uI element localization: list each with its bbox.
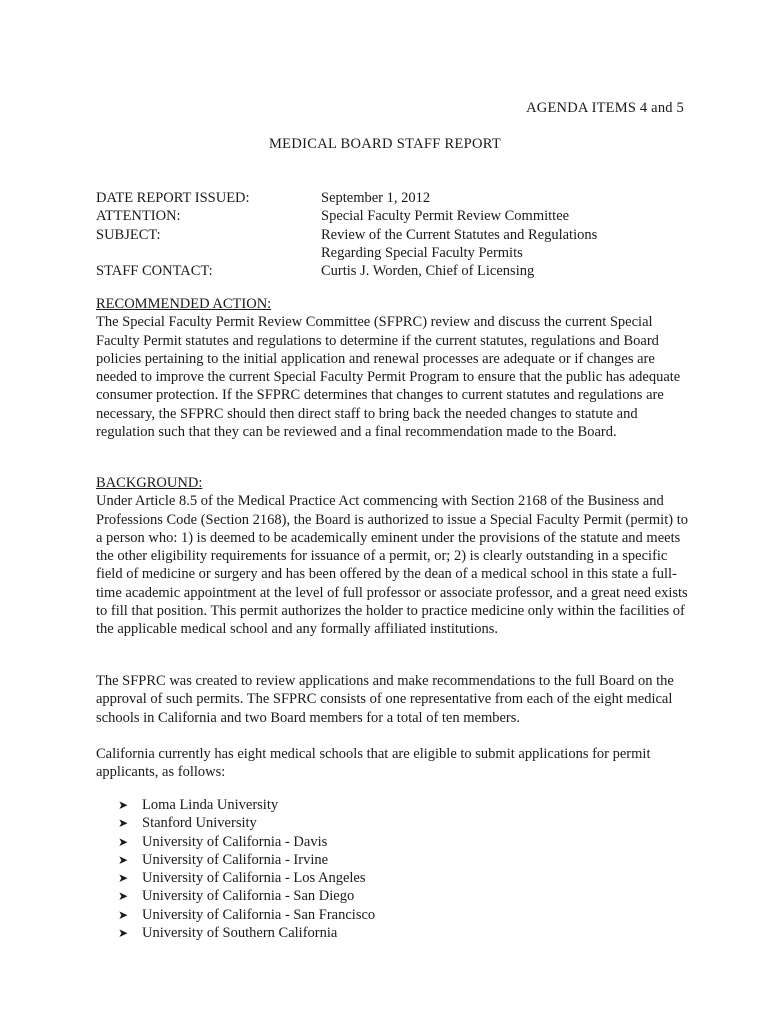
report-meta: [96, 189, 696, 280]
meta-row-contact: [96, 262, 696, 280]
meta-row-attention: [96, 207, 696, 225]
subject-value-line-1: Review of the Current Statutes and Regulations: [321, 226, 598, 243]
meta-row-date: [96, 189, 696, 207]
attention-label: ATTENTION:: [96, 208, 181, 225]
arrow-bullet-icon: ➤: [118, 816, 129, 831]
medical-schools-list: [118, 796, 375, 942]
list-item: ➤ University of California - San Diego: [118, 888, 355, 905]
background-paragraph-2: The SFPRC was created to review applications and make recommendations to the full Board on the approval of such permits. The SFPRC consists of one representative from each of the eight medical schools in California and two Board members for a total of ten members.: [96, 673, 674, 726]
date-value: September 1, 2012: [321, 190, 431, 206]
contact-label: STAFF CONTACT:: [96, 263, 213, 280]
background-section: [96, 474, 692, 639]
subject-label: SUBJECT:: [96, 226, 161, 243]
list-item: ➤ Loma Linda University: [118, 797, 279, 813]
recommended-action-section: [96, 295, 692, 441]
contact-value: Curtis J. Worden, Chief of Licensing: [321, 263, 535, 280]
arrow-bullet-icon: ➤: [118, 889, 129, 904]
date-label: DATE REPORT ISSUED:: [96, 190, 250, 206]
meta-row-subject-cont: [96, 244, 696, 262]
arrow-bullet-icon: ➤: [118, 926, 129, 941]
meta-row-subject: [96, 226, 696, 244]
report-title: MEDICAL BOARD STAFF REPORT: [268, 136, 502, 152]
background-paragraph-1: Under Article 8.5 of the Medical Practice Act commencing with Section 2168 of the Business and Professions Code (Section 2168), the Board is authorized to issue a Special Faculty Permit (permit) to a person who: 1) is deemed to be academically eminent under the provisions of the statute and meets the other eligibility requirements for issuance of a permit, or; 2) is clearly outstanding in a specific field of medicine or surgery and has been offered by the dean of a medical school in this state a full-time academic appointment at the level of full professor or associate professor, and a great need exists to fill that position. This permit authorizes the holder to practice medicine only within the facilities of the applicable medical school and any formally affiliated institutions.: [96, 493, 688, 638]
arrow-bullet-icon: ➤: [118, 871, 129, 886]
background-heading: BACKGROUND:: [96, 475, 203, 491]
background-paragraph-3-block: [96, 745, 692, 782]
list-item: ➤ University of California - San Francisco: [118, 906, 376, 923]
arrow-bullet-icon: ➤: [118, 852, 129, 867]
list-item: ➤ Stanford University: [118, 815, 257, 832]
background-paragraph-3: California currently has eight medical schools that are eligible to submit applications for permit applicants, as follows:: [96, 746, 651, 781]
list-item: ➤ University of California - Irvine: [118, 851, 329, 868]
list-item: ➤ University of California - Davis: [118, 833, 328, 850]
arrow-bullet-icon: ➤: [118, 834, 129, 849]
agenda-items-label: AGENDA ITEMS 4 and 5: [526, 100, 684, 116]
subject-value-line-2: Regarding Special Faculty Permits: [321, 244, 523, 261]
arrow-bullet-icon: ➤: [118, 907, 129, 922]
recommended-action-body: The Special Faculty Permit Review Committee (SFPRC) review and discuss the current Special Faculty Permit statutes and regulations to determine if the current statutes, regulations and Board policies pertaining to the initial application and renewal processes are adequate or if changes are needed to improve the current Special Faculty Permit Program to ensure that the public has adequate consumer protection. If the SFPRC determines that changes to current statutes and regulations are necessary, the SFPRC should then direct staff to bring back the needed changes to statute and regulation such that they can be reviewed and a final recommendation made to the Board.: [96, 314, 681, 441]
attention-value: Special Faculty Permit Review Committee: [321, 208, 570, 225]
background-paragraph-2-block: [96, 672, 692, 727]
recommended-action-heading: RECOMMENDED ACTION:: [96, 296, 272, 312]
list-item: ➤ University of Southern California: [118, 925, 338, 942]
arrow-bullet-icon: ➤: [118, 798, 129, 812]
list-item: ➤ University of California - Los Angeles: [118, 870, 366, 887]
